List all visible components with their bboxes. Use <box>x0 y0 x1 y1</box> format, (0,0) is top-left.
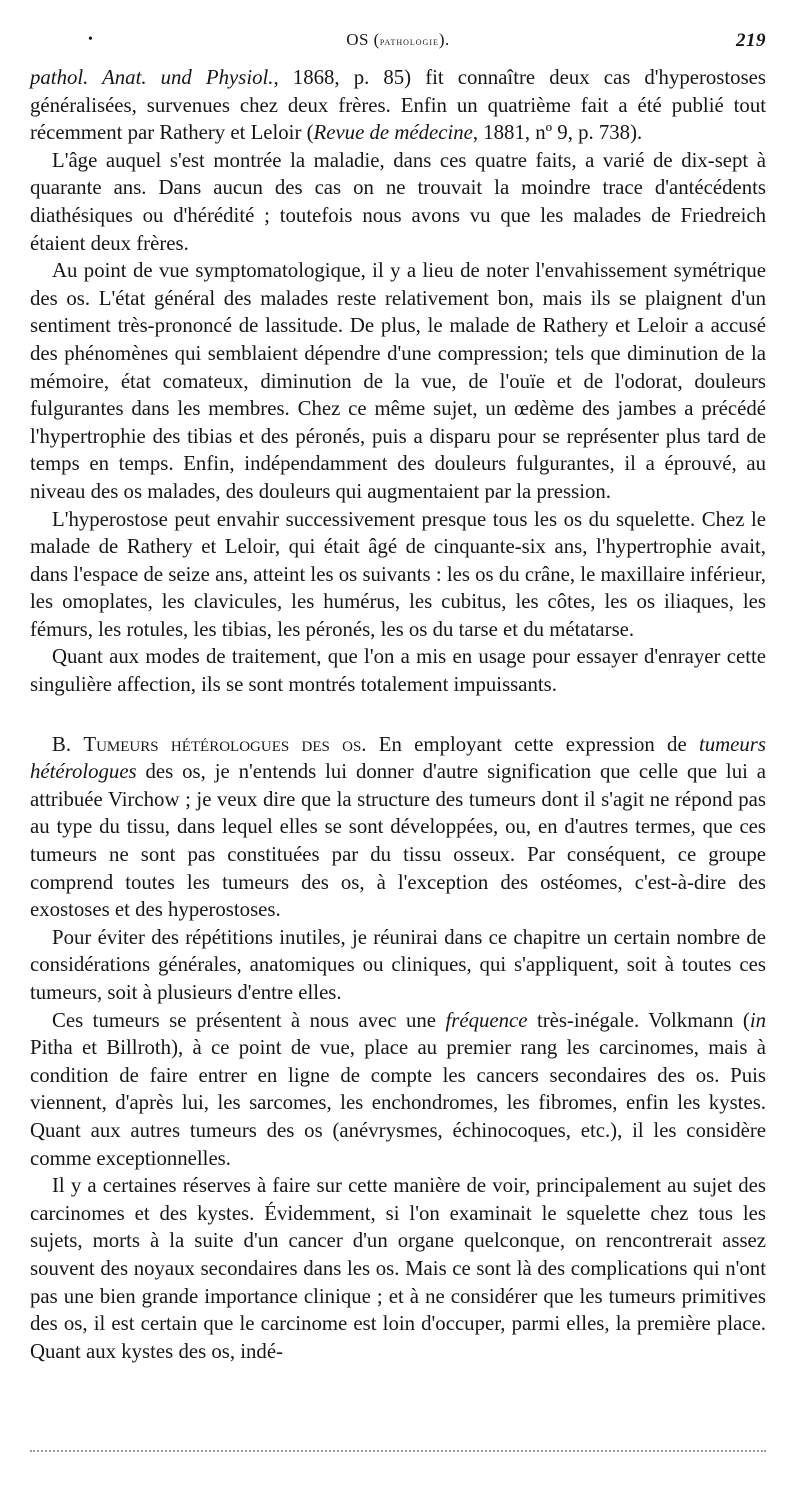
paragraph-text: En employant cette expression de <box>366 732 699 756</box>
emphasis-term: fréquence <box>445 1008 528 1032</box>
paragraph-text: , 1881, nº 9, p. 738). <box>472 121 643 145</box>
paragraph-text: Pitha et Billroth), à ce point de vue, place au premier rang les carcinomes, mais à condition de faire entrer en ligne de compte les cancers secondaires des os. Puis viennent, d'après lui, les sarcomes, les enchondromes, les fibromes, enfin les kystes. Quant aux autres tumeurs des os (anévrysmes, échinocoques, etc.), il les considère comme exceptionnelles. <box>30 1036 766 1170</box>
running-head <box>30 30 766 56</box>
book-page <box>30 30 766 1365</box>
paragraph-treatment: Quant aux modes de traitement, que l'on a mis en usage pour essayer d'enrayer cette singulière affection, ils se sont montrés totalement impuissants. <box>30 645 766 697</box>
running-head-title-close: ). <box>438 30 450 49</box>
paragraph-text: des os, je n'entends lui donner d'autre signification que celle que lui a attribuée Virchow ; je veux dire que la structure des tumeurs dont il s'agit ne répond pas au type du tissu, dans lequel elles se sont développées, ou, en d'autres termes, que ces tumeurs ne sont pas constituées par du tissu osseux. Par conséquent, ce groupe comprend toutes les tumeurs des os, à l'exception des ostéomes, c'est-à-dire des exostoses et des hyperostoses. <box>30 760 766 922</box>
citation-journal-1: pathol. Anat. und Physiol. <box>30 66 274 89</box>
paragraph-text: Ces tumeurs se présentent à nous avec une <box>52 1008 446 1032</box>
section-letter: B. <box>52 732 84 756</box>
section-heading-paragraph <box>30 731 766 924</box>
paragraph-symptoms: Au point de vue symptomatologique, il y a lieu de noter l'envahissement symétrique des os. L'état général des malades reste relativement bon, mais ils se plaignent d'un sentiment très-prononcé de lassitude. De plus, le malade de Rathery et Leloir a accusé des phénomènes qui semblaient dépendre d'une compression; tels que diminution de la mémoire, état comateux, diminution de la vue, de l'ouïe et de l'odorat, douleurs fulgurantes dans les membres. Chez ce même sujet, un œdème des jambes a précédé l'hypertrophie des tibias et des péronés, puis a disparu pour se représenter plus tard de temps en temps. Enfin, indépendamment des douleurs fulgurantes, il a éprouvé, au niveau des os malades, des douleurs qui augmentaient par la pression. <box>30 259 766 503</box>
header-dot: • <box>88 32 94 47</box>
running-head-title-smallcaps: pathologie <box>379 34 439 48</box>
paragraph-frequency <box>30 1007 766 1173</box>
citation-journal-2: Revue de médecine <box>313 121 473 145</box>
body-text <box>30 64 766 1365</box>
page-number: 219 <box>736 30 766 51</box>
section-heading: Tumeurs hétérologues des os. <box>83 732 367 756</box>
footer-dotted-rule <box>30 1450 766 1452</box>
paragraph-extension: L'hyperostose peut envahir successivement presque tous les os du squelette. Chez le malade de Rathery et Leloir, qui était âgé de cinquante-six ans, l'hypertrophie avait, dans l'espace de seize ans, atteint les os suivants : les os du crâne, le maxillaire inférieur, les omoplates, les clavicules, les humérus, les cubitus, les côtes, les os iliaques, les fémurs, les rotules, les tibias, les péronés, les os du tarse et du métatarse. <box>30 507 766 641</box>
paragraph-text: , 1868, p. 85) fit connaître deux cas d'hyperostoses généralisées, survenues chez deux frères. Enfin un quatrième fait a été publié tout récemment par Rathery et Leloir ( <box>30 66 766 145</box>
running-head-title-main: OS ( <box>346 30 380 49</box>
paragraph-text: très-inégale. Volkmann ( <box>527 1008 750 1032</box>
emphasis-term: tumeurs hétérologues <box>30 732 766 784</box>
paragraph-citation-continuation <box>30 64 766 147</box>
paragraph-age: L'âge auquel s'est montrée la maladie, dans ces quatre faits, a varié de dix-sept à quarante ans. Dans aucun des cas on ne trouvait la moindre trace d'antécédents diathésiques ou d'hérédité ; toutefois nous avons vu que les malades de Friedreich étaient deux frères. <box>30 148 766 255</box>
running-head-title <box>30 30 766 50</box>
emphasis-term: in <box>749 1008 767 1032</box>
paragraph-considerations: Pour éviter des répétitions inutiles, je réunirai dans ce chapitre un certain nombre de considérations générales, anatomiques ou cliniques, qui s'appliquent, soit à toutes ces tumeurs, soit à plusieurs d'entre elles. <box>30 925 766 1004</box>
paragraph-reserves: Il y a certaines réserves à faire sur cette manière de voir, principalement au sujet des carcinomes et des kystes. Évidemment, si l'on examinait le squelette chez tous les sujets, morts à la suite d'un cancer d'un organe quelconque, on rencontrerait assez souvent des noyaux secondaires dans les os. Mais ce sont là des complications qui n'ont pas une bien grande importance clinique ; et à ne considérer que les tumeurs primitives des os, il est certain que le carcinome est loin d'occuper, parmi elles, la première place. Quant aux kystes des os, indé- <box>30 1174 766 1363</box>
